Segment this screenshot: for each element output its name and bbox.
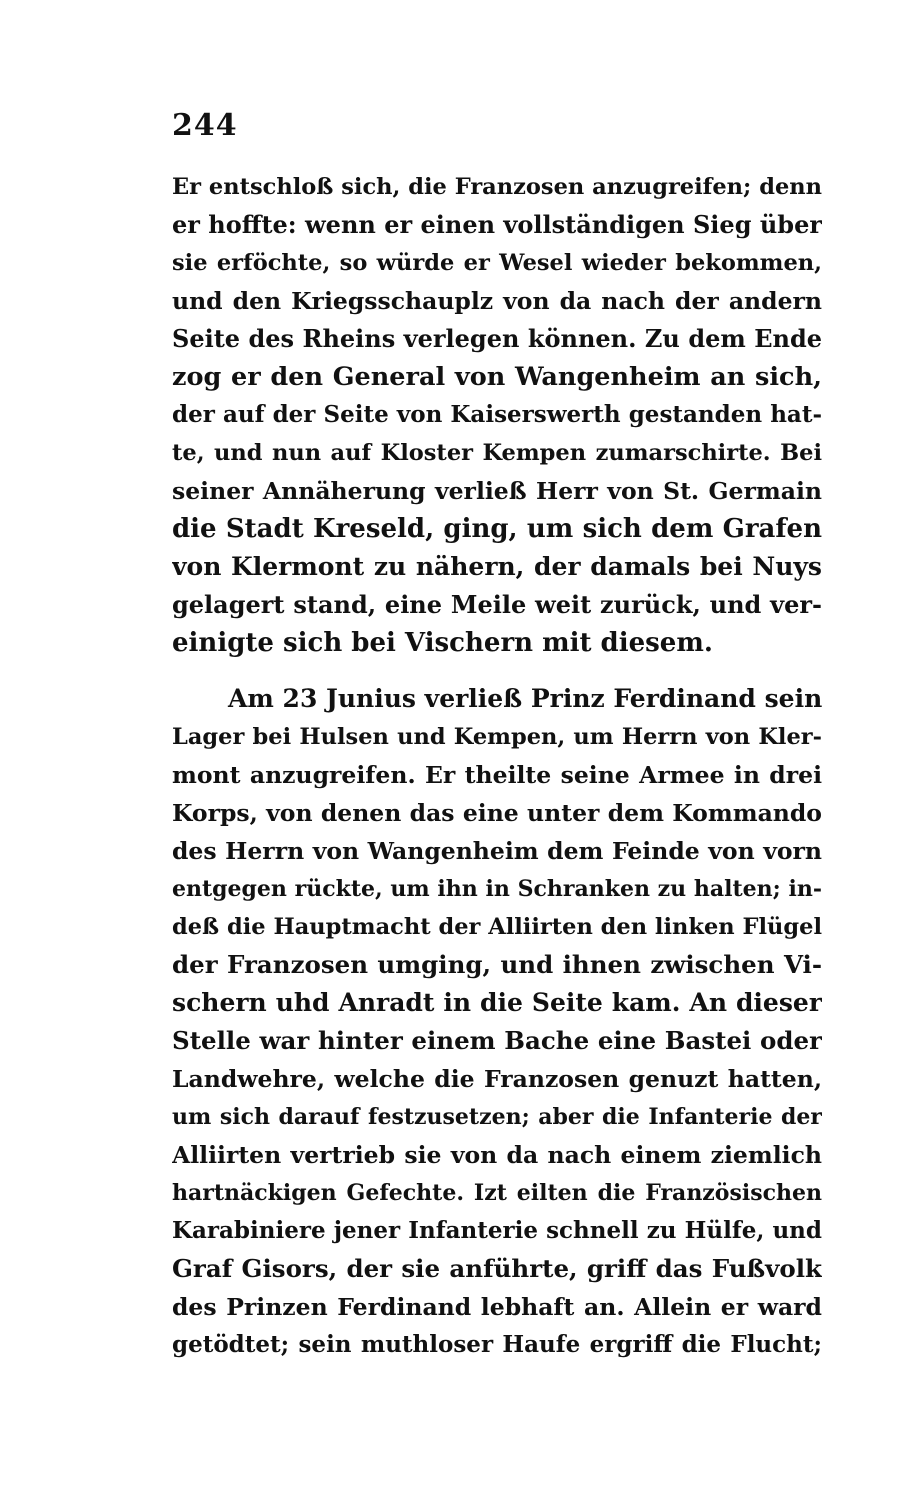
text-line: des Prinzen Ferdinand lebhaft an. Allein er ward [172, 1293, 822, 1321]
text-line: schern uhd Anradt in die Seite kam. An dieser [172, 988, 822, 1017]
paragraph-2 [172, 680, 822, 1364]
paragraph-1 [172, 168, 822, 662]
text-line: Graf Gisors, der sie anführte, griff das Fußvolk [172, 1254, 822, 1283]
text-line: Karabiniere jener Infanterie schnell zu Hülfe, und [172, 1217, 822, 1244]
text-line: der Franzosen umging, und ihnen zwischen Vi- [172, 950, 822, 979]
text-line: einigte sich bei Vischern mit diesem. [172, 628, 713, 658]
text-line: er hoffte: wenn er einen vollständigen Sieg über [172, 210, 822, 239]
text-line: von Klermont zu nähern, der damals bei Nuys [172, 552, 822, 581]
text-line: der auf der Seite von Kaiserswerth gestanden hat- [172, 401, 822, 428]
text-line: Er entschloß sich, die Franzosen anzugreifen; denn [172, 174, 822, 200]
text-line: seiner Annäherung verließ Herr von St. Germain [172, 477, 822, 505]
page-number: 244 [172, 108, 238, 143]
text-line: entgegen rückte, um ihn in Schranken zu halten; in- [172, 876, 822, 902]
text-line: des Herrn von Wangenheim dem Feinde von vorn [172, 837, 822, 865]
paragraph-gap [172, 662, 822, 680]
text-line: und den Kriegsschauplz von da nach der andern [172, 287, 822, 315]
text-line: deß die Hauptmacht der Alliirten den linken Flügel [172, 914, 822, 940]
text-line: Lager bei Hulsen und Kempen, um Herrn von Kler- [172, 724, 822, 750]
text-line: Am 23 Junius verließ Prinz Ferdinand sein [228, 684, 822, 713]
text-line: um sich darauf festzusetzen; aber die Infanterie der [172, 1104, 822, 1130]
text-line: Landwehre, welche die Franzosen genuzt hatten, [172, 1065, 822, 1093]
text-line: Alliirten vertrieb sie von da nach einem ziemlich [172, 1141, 822, 1169]
text-line: zog er den General von Wangenheim an sich, [172, 362, 822, 392]
text-line: te, und nun auf Kloster Kempen zumarschirte. Bei [172, 440, 822, 466]
text-line: gelagert stand, eine Meile weit zurück, und ver- [172, 590, 822, 619]
text-line: hartnäckigen Gefechte. Izt eilten die Französischen [172, 1180, 822, 1206]
text-line: Stelle war hinter einem Bache eine Bastei oder [172, 1026, 822, 1055]
text-line: mont anzugreifen. Er theilte seine Armee in drei [172, 761, 822, 789]
text-line: die Stadt Kreseld, ging, um sich dem Grafen [172, 514, 822, 544]
text-line: Korps, von denen das eine unter dem Kommando [172, 799, 822, 827]
text-line: getödtet; sein muthloser Haufe ergriff die Flucht; [172, 1331, 822, 1358]
text-line: sie erföchte, so würde er Wesel wieder bekommen, [172, 250, 822, 276]
body-text [172, 168, 822, 1364]
text-line: Seite des Rheins verlegen können. Zu dem Ende [172, 324, 822, 353]
